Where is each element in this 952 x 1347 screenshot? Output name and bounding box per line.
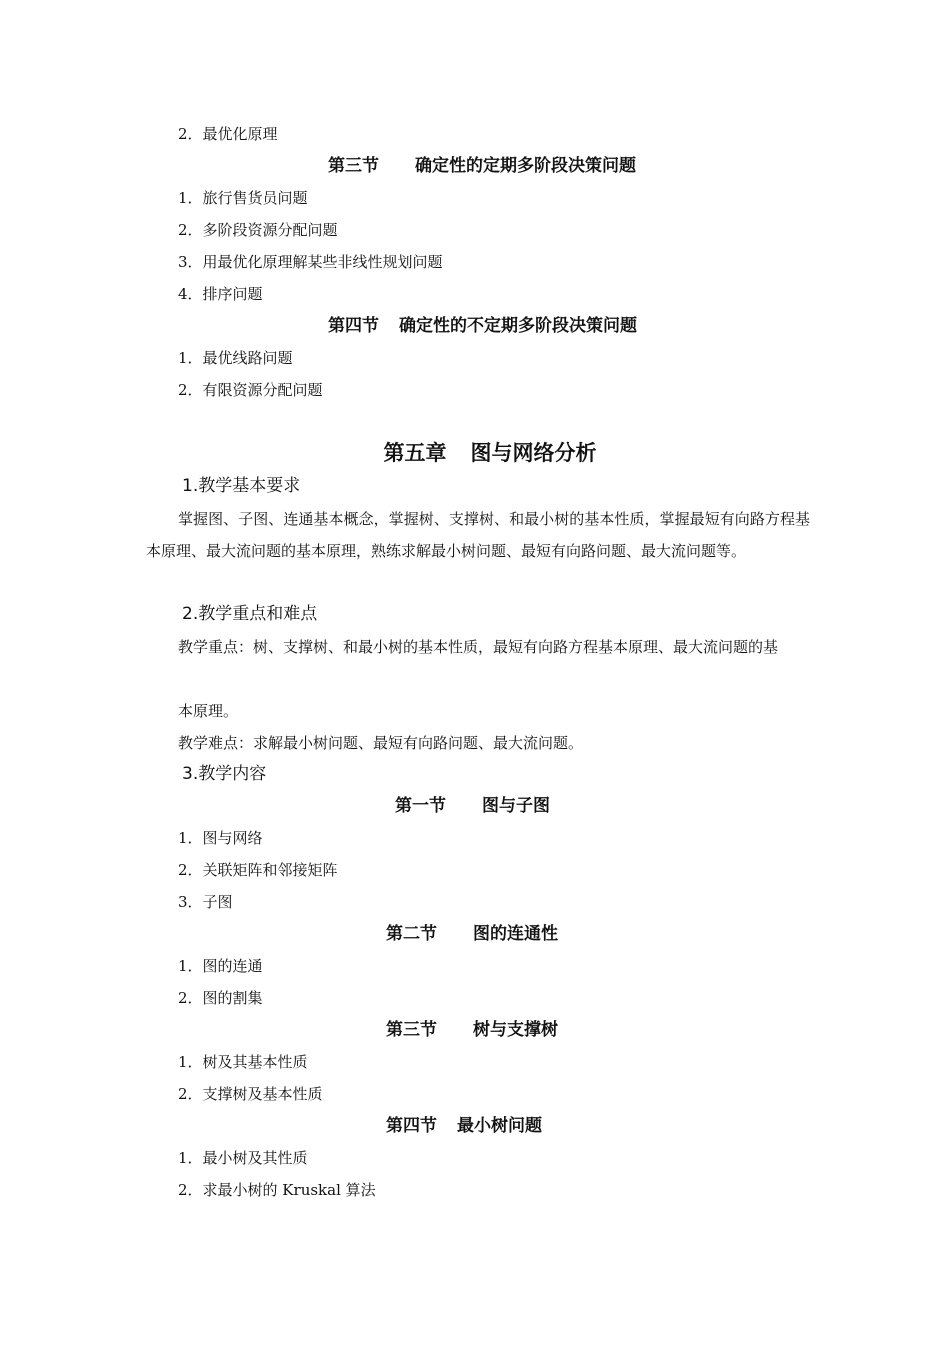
section-heading xyxy=(386,1115,542,1137)
list-item: 2．最优化原理 xyxy=(178,125,278,143)
section-number: 第四节 xyxy=(328,316,379,336)
list-item: 1．最优线路问题 xyxy=(178,349,293,367)
section-heading xyxy=(328,155,636,177)
section-title: 最小树问题 xyxy=(457,1116,542,1136)
key-points-continuation: 本原理。 xyxy=(178,702,239,720)
section-title: 确定性的不定期多阶段决策问题 xyxy=(399,316,637,336)
section-number: 第三节 xyxy=(386,1020,437,1040)
list-item: 2．求最小树的 Kruskal 算法 xyxy=(178,1181,376,1199)
list-item: 2．多阶段资源分配问题 xyxy=(178,221,338,239)
list-item: 1．最小树及其性质 xyxy=(178,1149,308,1167)
section-number: 第四节 xyxy=(386,1116,437,1136)
section-title: 图与子图 xyxy=(482,796,550,816)
list-item: 3．用最优化原理解某些非线性规划问题 xyxy=(178,253,443,271)
section-number: 第一节 xyxy=(395,796,446,816)
subheading-content: 3.教学内容 xyxy=(182,764,267,784)
chapter-name: 图与网络分析 xyxy=(470,441,597,465)
subheading-requirements: 1.教学基本要求 xyxy=(182,476,301,496)
list-item: 2．有限资源分配问题 xyxy=(178,381,323,399)
list-item: 4．排序问题 xyxy=(178,285,263,303)
difficult-points-text: 教学难点：求解最小树问题、最短有向路问题、最大流问题。 xyxy=(178,734,584,752)
section-heading xyxy=(386,923,558,945)
section-heading xyxy=(386,1019,558,1041)
key-points-paragraph: 教学重点：树、支撑树、和最小树的基本性质，最短有向路方程基本原理、最大流问题的基 xyxy=(178,638,779,656)
section-title: 树与支撑树 xyxy=(473,1020,558,1040)
list-item: 3．子图 xyxy=(178,893,233,911)
chapter-title xyxy=(0,440,952,466)
section-heading xyxy=(328,315,637,337)
list-item: 1．旅行售货员问题 xyxy=(178,189,308,207)
section-number: 第三节 xyxy=(328,156,379,176)
chapter-number: 第五章 xyxy=(383,441,447,465)
list-item: 2．支撑树及基本性质 xyxy=(178,1085,323,1103)
subheading-key-points: 2.教学重点和难点 xyxy=(182,604,318,624)
section-title: 图的连通性 xyxy=(473,924,558,944)
list-item: 1．图与网络 xyxy=(178,829,263,847)
section-title: 确定性的定期多阶段决策问题 xyxy=(415,156,636,176)
list-item: 2．关联矩阵和邻接矩阵 xyxy=(178,861,338,879)
requirements-paragraph: 掌握图、子图、连通基本概念，掌握树、支撑树、和最小树的基本性质，掌握最短有向路方程基本原理、最大流问题的基本原理，熟练求解最小树问题、最短有向路问题、最大流问题等。 xyxy=(146,510,810,560)
section-number: 第二节 xyxy=(386,924,437,944)
list-item: 1．树及其基本性质 xyxy=(178,1053,308,1071)
list-item: 2．图的割集 xyxy=(178,989,263,1007)
section-heading xyxy=(395,795,550,817)
list-item: 1．图的连通 xyxy=(178,957,263,975)
